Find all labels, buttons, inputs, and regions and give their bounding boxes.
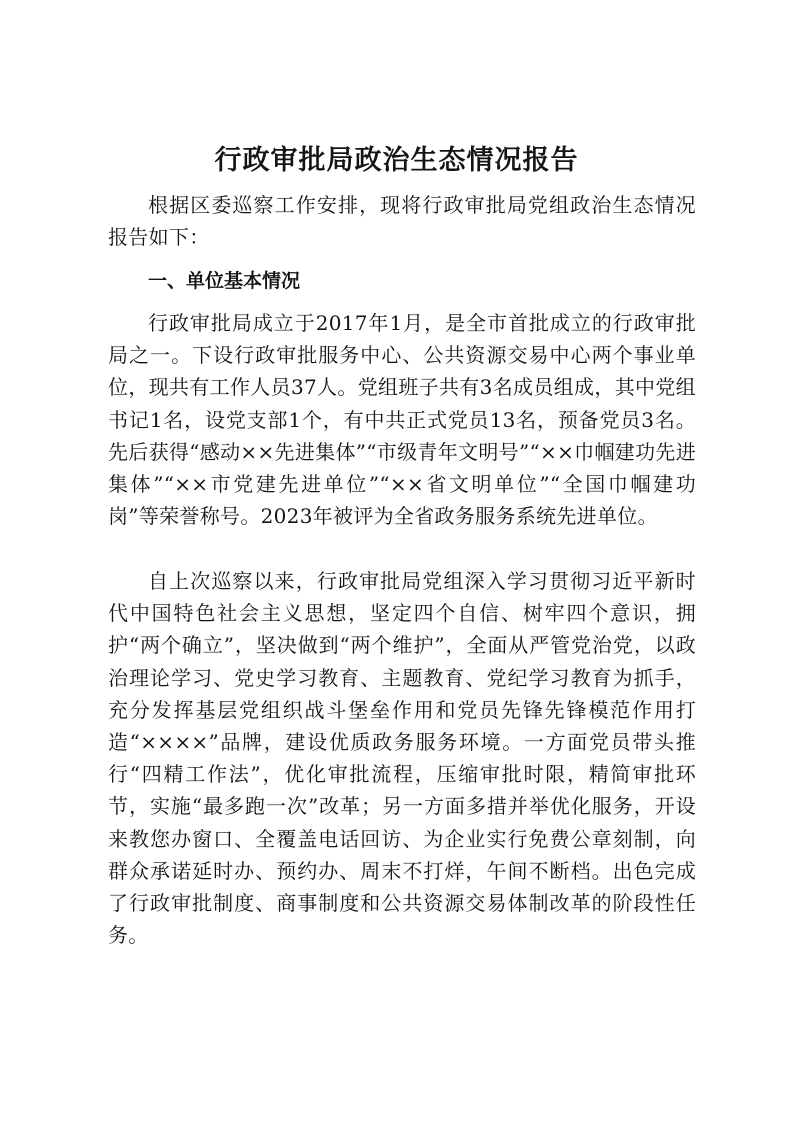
- document-title: 行政审批局政治生态情况报告: [214, 145, 579, 176]
- basic-info-paragraph: 行政审批局成立于2017年1月，是全市首批成立的行政审批局之一。下设行政审批服务中心、公共资源交易中心两个事业单位，现共有工作人员37人。党组班子共有3名成员组成，其中党组书记1名，设党支部1个，有中共正式党员13名，预备党员3名。先后获得“感动××先进集体”“市级青年文明号”“××巾帼建功先进集体”“××市党建先进单位”“××省文明单位”“全国巾帼建功岗”等荣誉称号。2023年被评为全省政务服务系统先进单位。: [108, 311, 696, 529]
- since-inspection-paragraph: 自上次巡察以来，行政审批局党组深入学习贯彻习近平新时代中国特色社会主义思想，坚定四个自信、树牢四个意识，拥护“两个确立”，坚决做到“两个维护”，全面从严管党治党，以政治理论学习、党史学习教育、主题教育、党纪学习教育为抓手，充分发挥基层党组织战斗堡垒作用和党员先锋先锋模范作用打造“××××”品牌，建设优质政务服务环境。一方面党员带头推行“四精工作法”，优化审批流程，压缩审批时限，精简审批环节，实施“最多跑一次”改革；另一方面多措并举优化服务，开设来教您办窗口、全覆盖电话回访、为企业实行免费公章刻制，向群众承诺延时办、预约办、周末不打烊，午间不断档。出色完成了行政审批制度、商事制度和公共资源交易体制改革的阶段性任务。: [108, 569, 696, 948]
- intro-paragraph: 根据区委巡察工作安排，现将行政审批局党组政治生态情况报告如下：: [108, 193, 696, 250]
- section-heading-basic-info: 一、单位基本情况: [148, 270, 301, 292]
